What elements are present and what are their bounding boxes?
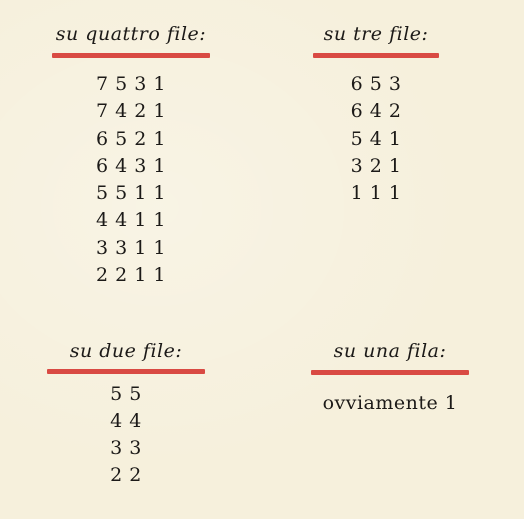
red-rule [313,53,439,58]
list-item: 3 2 1 [350,154,402,177]
list-item: 2 2 [110,464,142,486]
list-item: 4 4 [110,410,142,432]
list-item: 3 3 1 1 [96,236,166,259]
section-heading: su una fila: [333,340,447,362]
red-rule [47,369,205,374]
list-item: 4 4 1 1 [96,209,166,232]
list-item: ovviamente 1 [322,392,458,414]
red-rule [52,53,210,58]
list-item: 3 3 [110,437,142,459]
number-list [47,381,205,489]
section-one-row [311,335,469,415]
list-item: 6 5 3 [350,73,402,95]
list-item: 6 4 3 1 [96,154,166,177]
number-list [52,71,210,289]
list-item: 5 5 [110,383,142,405]
number-list [313,71,439,207]
list-item: 5 5 1 1 [96,182,166,205]
number-list [311,390,469,417]
list-item: 6 5 2 1 [96,127,166,150]
section-heading: su quattro file: [55,23,207,45]
list-item: 7 5 3 1 [96,73,166,95]
red-rule [311,370,469,375]
list-item: 6 4 2 [350,100,402,123]
list-item: 5 4 1 [350,127,402,150]
list-item: 7 4 2 1 [96,100,166,123]
section-four-rows [52,18,210,298]
section-two-rows [47,335,205,495]
section-three-rows [313,18,439,218]
list-item: 1 1 1 [350,182,402,205]
section-heading: su due file: [69,340,183,362]
list-item: 2 2 1 1 [96,264,166,287]
section-heading: su tre file: [323,23,429,45]
